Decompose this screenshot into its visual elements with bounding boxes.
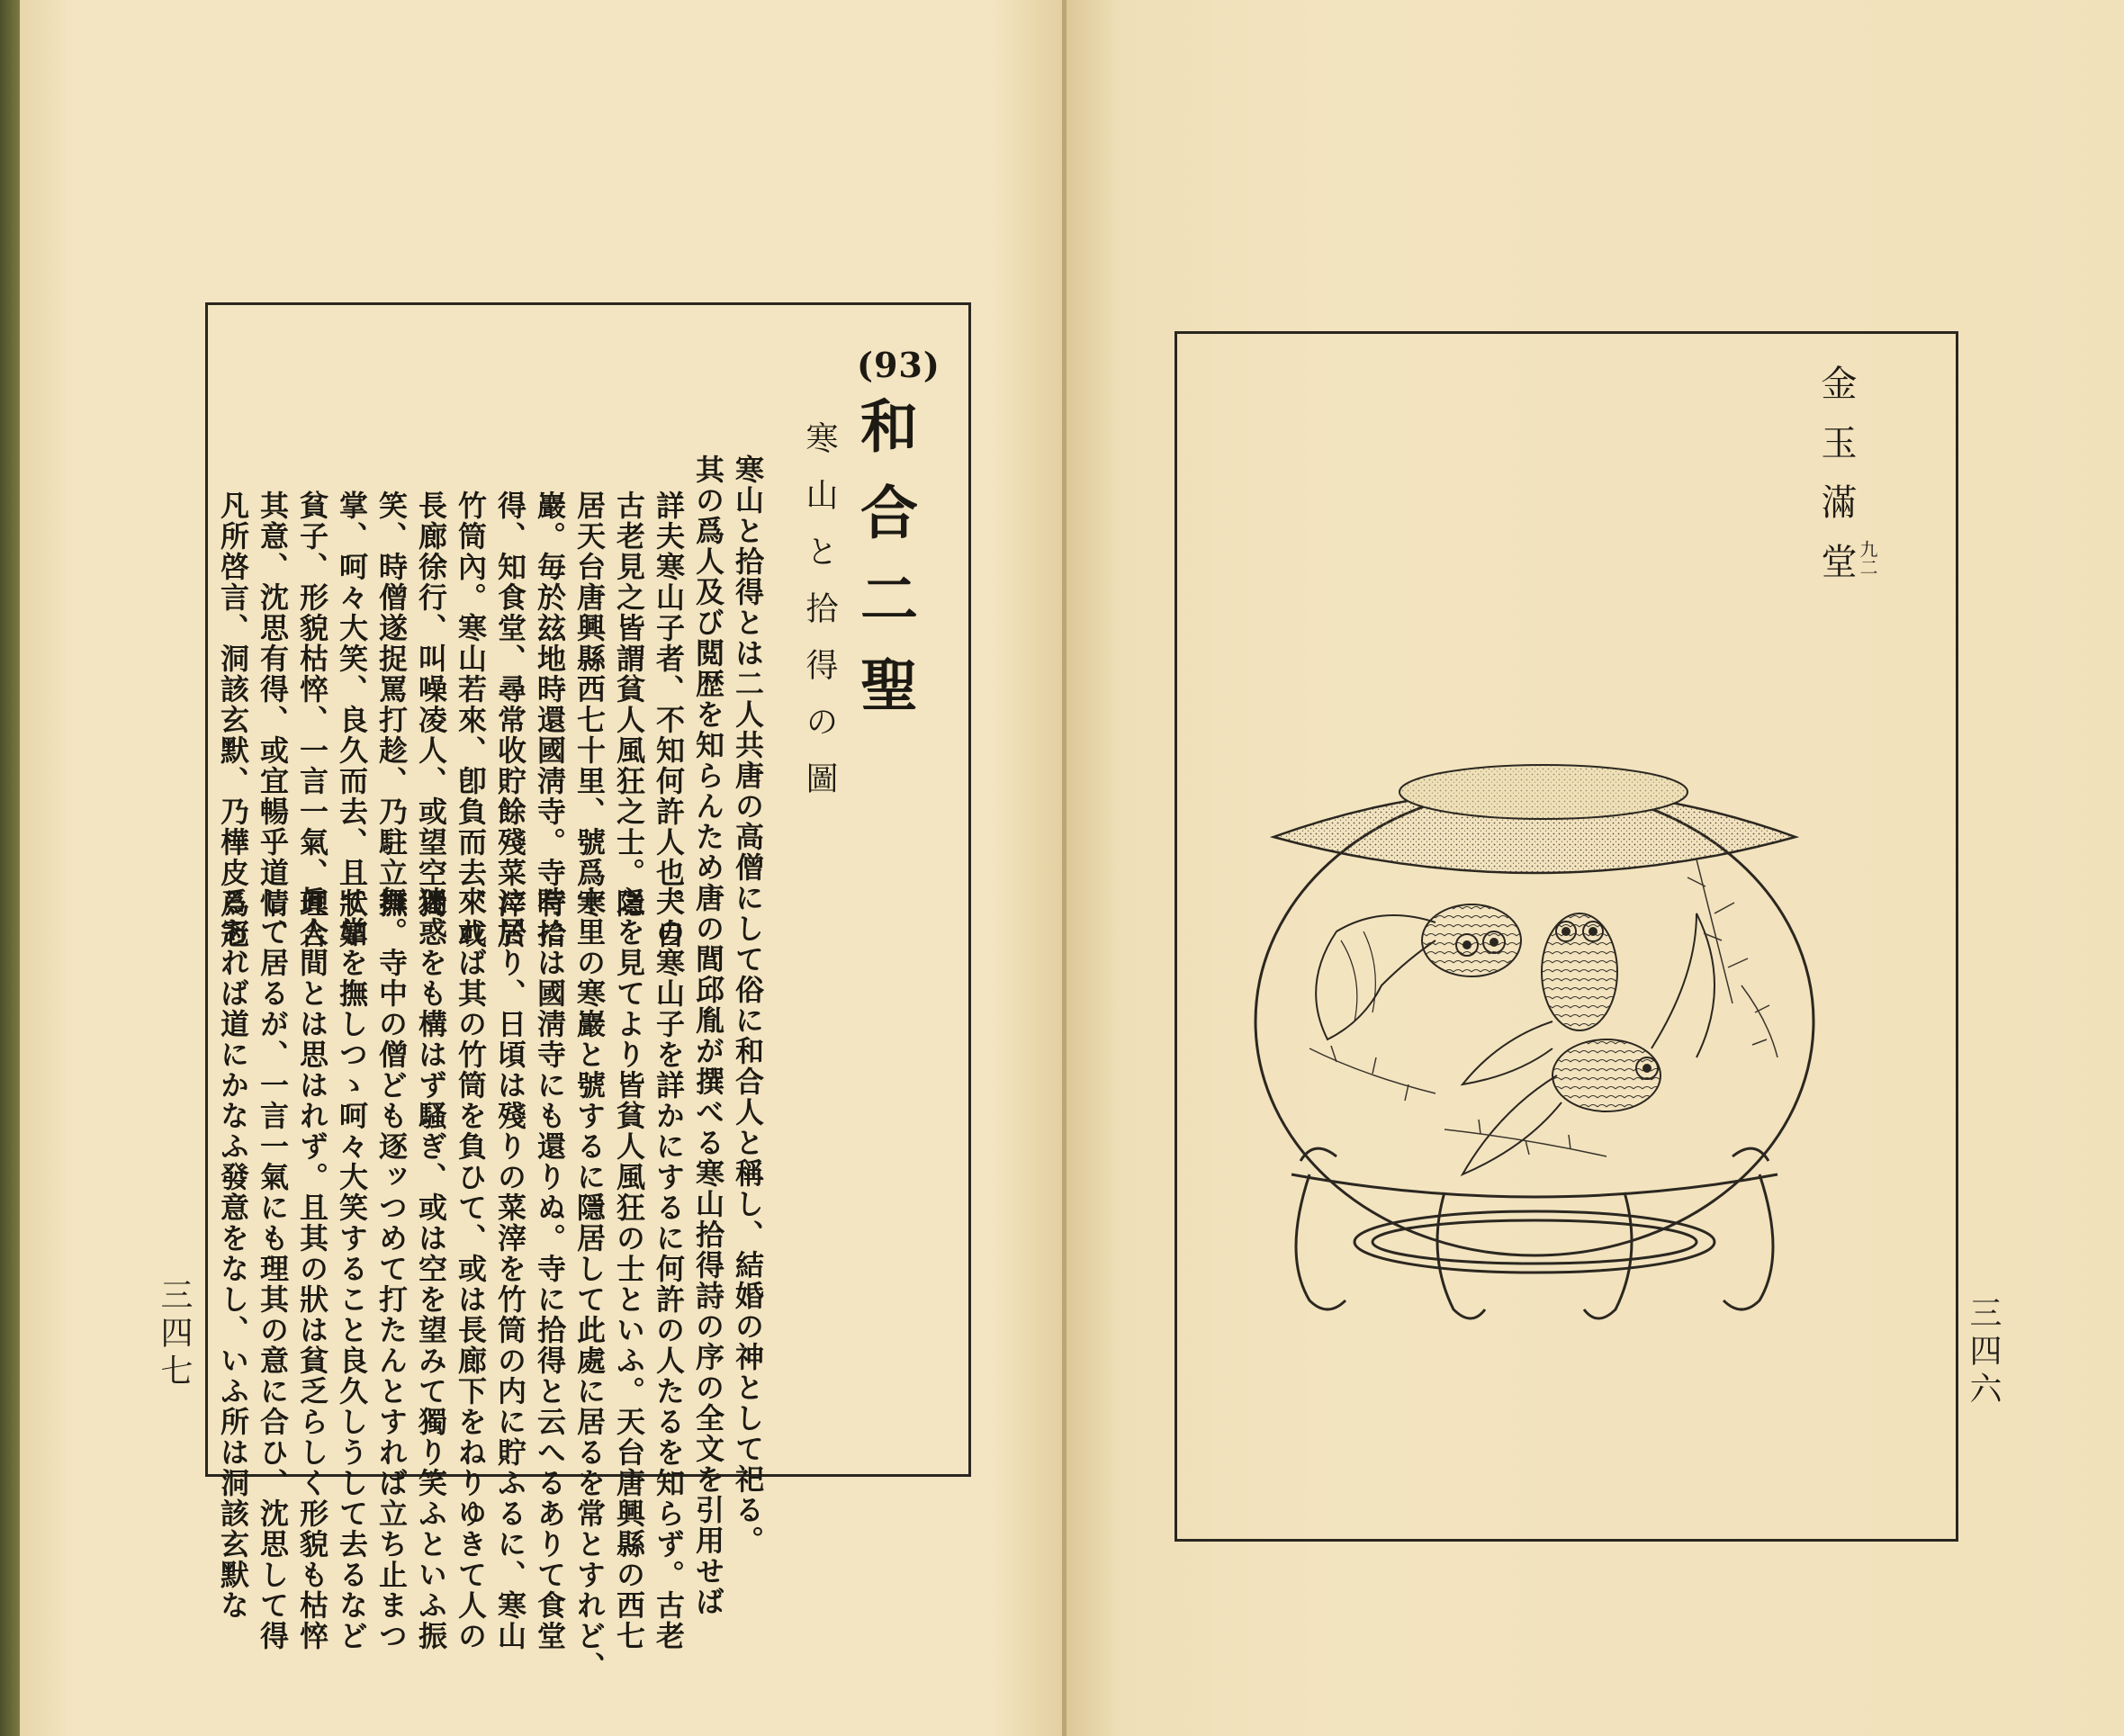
water-weed-icon — [1310, 859, 1778, 1156]
page-number-left: 三四七 — [156, 1278, 193, 1391]
goldfish-bowl-illustration — [1228, 751, 1858, 1345]
translation-line: に居り、日頃は殘りの菜滓を竹筒の内に貯ふるに、寒山 — [493, 886, 527, 1651]
left-page — [20, 0, 1064, 1736]
translation-line: して居るが、一言一氣にも理其の意に合ひ、沈思して得 — [256, 886, 290, 1651]
kanbun-line: 竹筒內。寒山若來、卽負而去、或 — [454, 490, 488, 949]
translation-line: 迷惑をも構はず騷ぎ、或は空を望みて獨り笑ふといふ振 — [414, 886, 448, 1651]
translation-line: 之を見てより皆貧人風狂の士といふ。天台唐興縣の西七 — [612, 886, 646, 1651]
translation-line: て掌を撫しつゝ呵々大笑すること良久しうして去るなど — [335, 886, 369, 1651]
translation-line: 眞人間とは思はれず。且其の狀は貧乏らしく形貌も枯悴 — [295, 886, 329, 1651]
plate-caption: 金玉滿堂 — [1815, 364, 1857, 602]
translation-line: 時には國淸寺にも還りぬ。寺に拾得と云へるありて食堂 — [533, 886, 567, 1651]
plate-caption-note: 九二 — [1857, 540, 1878, 576]
kanbun-line: 巖。毎於玆地時還國淸寺。寺有拾 — [533, 490, 567, 949]
entry-title: 和合二聖 — [850, 396, 918, 742]
kanbun-line: 掌、呵々大笑、良久而去、且狀如 — [335, 490, 369, 949]
kanbun-line: 貧子、形貌枯悴、一言一氣、理合 — [295, 490, 329, 949]
entry-number: (93) — [857, 345, 940, 385]
book-edge-left — [0, 0, 20, 1736]
goldfish-icon — [1316, 904, 1521, 1039]
kanbun-line: 古老見之皆謂貧人風狂之士。隱 — [612, 490, 646, 919]
intro-line: 其の爲人及び閲歴を知らんため唐の閭邱胤が撰べる寒山拾得詩の序の全文を引用せば — [691, 454, 725, 1617]
kanbun-line: 長廊徐行、叫噪凌人、或望空獨 — [414, 490, 448, 919]
kanbun-line: 凡所啓言、洞該玄默、乃樺皮爲冠、 — [216, 490, 250, 980]
translation-line: るあれば道にかなふ發意をなし、いふ所は洞該玄默な — [216, 886, 250, 1621]
kanbun-line: 得、知食堂、尋常收貯餘殘菜滓於 — [493, 490, 527, 949]
kanbun-line: 居天台唐興縣西七十里、號爲寒 — [572, 490, 607, 919]
translation-line: 十里の寒巖と號するに隱居して此處に居るを常とすれど、 — [572, 886, 607, 1682]
translation-line: 舞。寺中の僧ども逐ッつめて打たんとすれば立ち止まつ — [374, 886, 409, 1651]
intro-line: 寒山と拾得とは二人共唐の高僧にして俗に和合人と稱し、結婚の神として祀る。 — [731, 454, 765, 1556]
kanbun-line: 笑、時僧遂捉罵打趁、乃駐立撫 — [374, 490, 409, 919]
kanbun-line: 其意、沈思有得、或宜暢乎道情、 — [256, 490, 290, 949]
translation-line: 來れば其の竹筒を負ひて、或は長廊下をねりゆきて人の — [454, 886, 488, 1651]
kanbun-line: 詳夫寒山子者、不知何許人也。自 — [652, 490, 686, 949]
translation-line: 夫の寒山子を詳かにするに何許の人たるを知らず。古老 — [652, 886, 686, 1651]
bowl-stand — [1292, 1148, 1778, 1318]
entry-subtitle: 寒山と拾得の圖 — [801, 421, 838, 818]
page-number-right: 三四六 — [1965, 1296, 2002, 1409]
right-page — [1066, 0, 2124, 1736]
